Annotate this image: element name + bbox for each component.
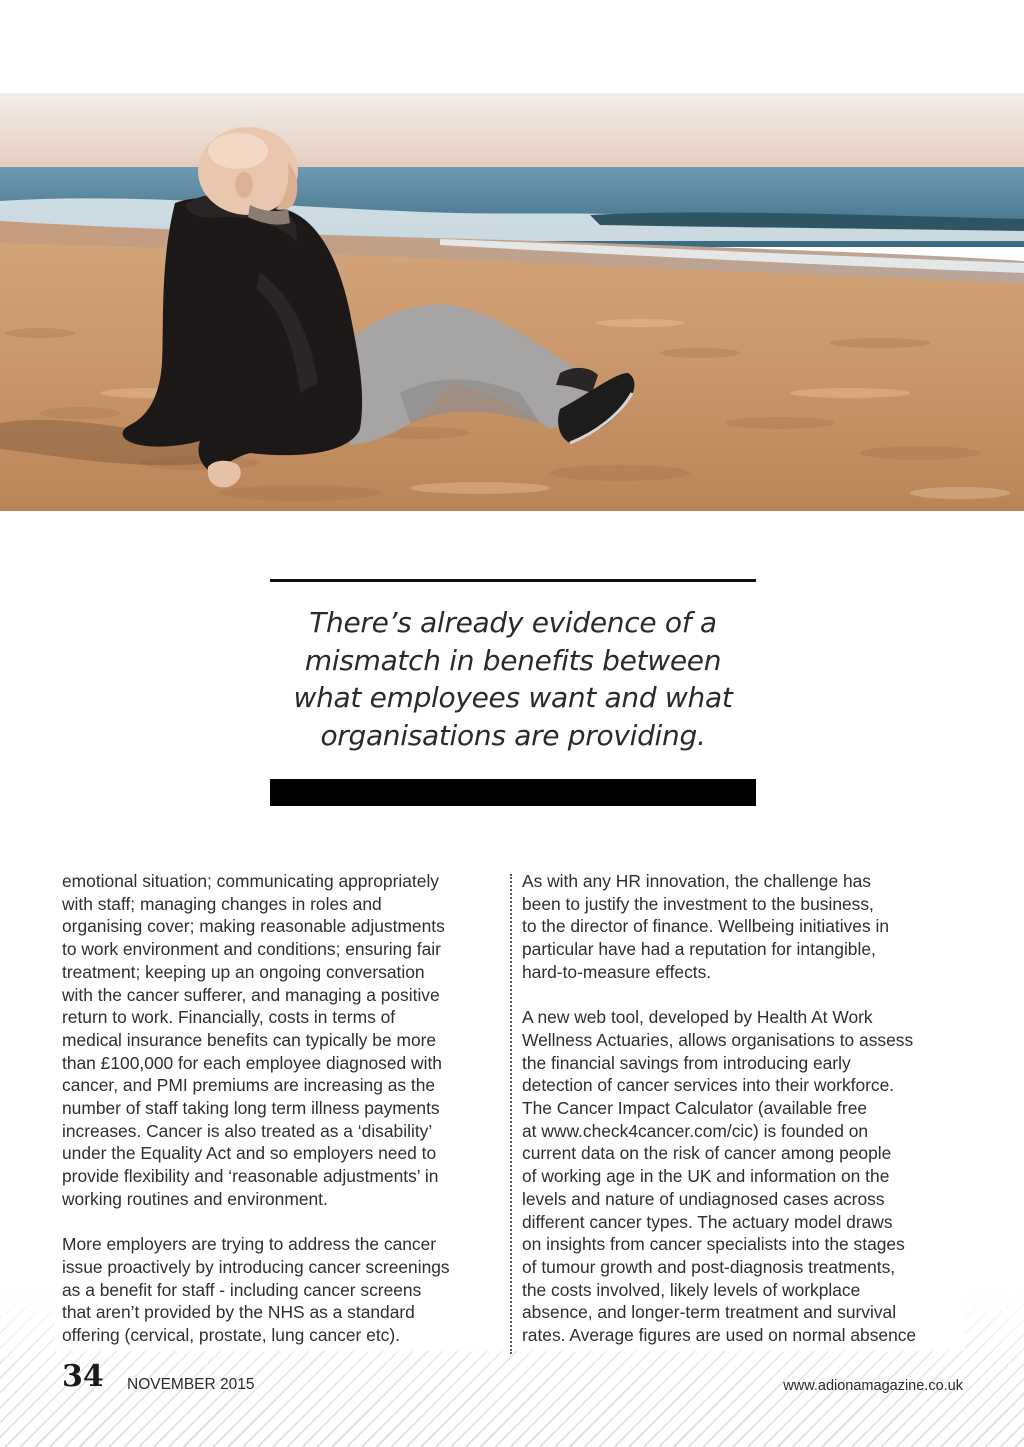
paragraph — [62, 1233, 502, 1347]
text-line: The Cancer Impact Calculator (available free — [522, 1098, 868, 1119]
text-line: of working age in the UK and information on the — [522, 1166, 890, 1187]
paragraph — [62, 870, 502, 1211]
pull-quote — [270, 604, 756, 754]
text-line: current data on the risk of cancer among people — [522, 1143, 892, 1164]
text-line: at www.check4cancer.com/cic) is founded on — [522, 1120, 869, 1141]
pull-quote-bottom-bar — [270, 779, 756, 806]
pull-quote-line: organisations are providing. — [320, 718, 706, 752]
text-line: treatment; keeping up an ongoing conversation — [62, 961, 425, 982]
pull-quote-line: what employees want and what — [293, 681, 733, 714]
text-line: the costs involved, likely levels of workplace — [522, 1279, 861, 1300]
hero-photo — [0, 93, 1024, 511]
text-line: detection of cancer services into their workforce. — [522, 1075, 895, 1096]
text-line: rates. Average figures are used on normal absence — [522, 1325, 917, 1346]
text-line: offering (cervical, prostate, lung cancer etc). — [62, 1325, 400, 1346]
text-line: medical insurance benefits can typically be more — [62, 1029, 437, 1050]
text-line: than £100,000 for each employee diagnosed with — [62, 1052, 442, 1073]
text-line: working routines and environment. — [62, 1188, 328, 1209]
text-line: organising cover; making reasonable adjustments — [62, 916, 445, 937]
text-line: particular have had a reputation for intangible, — [522, 939, 876, 960]
sky — [0, 93, 1024, 173]
text-line: been to justify the investment to the business, — [522, 893, 874, 914]
text-line: Wellness Actuaries, allows organisations to assess — [522, 1029, 914, 1050]
text-line: levels and nature of undiagnosed cases across — [522, 1188, 885, 1209]
text-line: hard-to-measure effects. — [522, 961, 712, 982]
article-column-left — [62, 870, 502, 1369]
article-column-right — [522, 870, 962, 1369]
text-line: under the Equality Act and so employers need to — [62, 1143, 437, 1164]
text-line: As with any HR innovation, the challenge has — [522, 871, 871, 891]
pull-quote-top-rule — [270, 579, 756, 582]
text-line: A new web tool, developed by Health At Work — [522, 1007, 873, 1028]
text-line: of tumour growth and post-diagnosis treatments, — [522, 1256, 896, 1277]
text-line: with staff; managing changes in roles and — [62, 893, 382, 914]
text-line: that aren’t provided by the NHS as a standard — [62, 1302, 415, 1323]
issue-date: NOVEMBER 2015 — [127, 1376, 255, 1393]
page-number: 34 — [62, 1359, 104, 1394]
text-line: to work environment and conditions; ensuring fair — [62, 939, 441, 960]
text-line: the financial savings from introducing early — [522, 1052, 851, 1073]
head-highlight — [208, 133, 268, 169]
text-line: to the director of finance. Wellbeing initiatives in — [522, 916, 890, 937]
text-line: issue proactively by introducing cancer screenings — [62, 1256, 450, 1277]
beach-photo-illustration — [0, 93, 1024, 511]
pull-quote-line: There’s already evidence of a — [309, 606, 717, 639]
text-line: different cancer types. The actuary model draws — [522, 1211, 893, 1232]
paragraph — [522, 870, 962, 984]
text-line: absence, and longer-term treatment and survival — [522, 1302, 897, 1323]
text-line: number of staff taking long term illness payments — [62, 1098, 440, 1119]
pull-quote-line: mismatch in benefits between — [304, 643, 722, 677]
text-line: cancer, and PMI premiums are increasing as the — [62, 1075, 436, 1096]
ear — [235, 172, 253, 198]
text-line: increases. Cancer is also treated as a ‘disability’ — [62, 1120, 433, 1141]
paragraph — [522, 1006, 962, 1347]
text-line: emotional situation; communicating appropriately — [62, 871, 439, 891]
text-line: with the cancer sufferer, and managing a positive — [62, 984, 440, 1005]
text-line: return to work. Financially, costs in terms of — [62, 1007, 396, 1028]
text-line: provide flexibility and ‘reasonable adjustments’ in — [62, 1166, 439, 1187]
column-divider — [510, 874, 512, 1354]
text-line: on insights from cancer specialists into the stages — [522, 1234, 905, 1255]
website-url[interactable]: www.adionamagazine.co.uk — [783, 1378, 963, 1394]
text-line: More employers are trying to address the cancer — [62, 1234, 437, 1255]
text-line: as a benefit for staff - including cancer screens — [62, 1279, 422, 1300]
